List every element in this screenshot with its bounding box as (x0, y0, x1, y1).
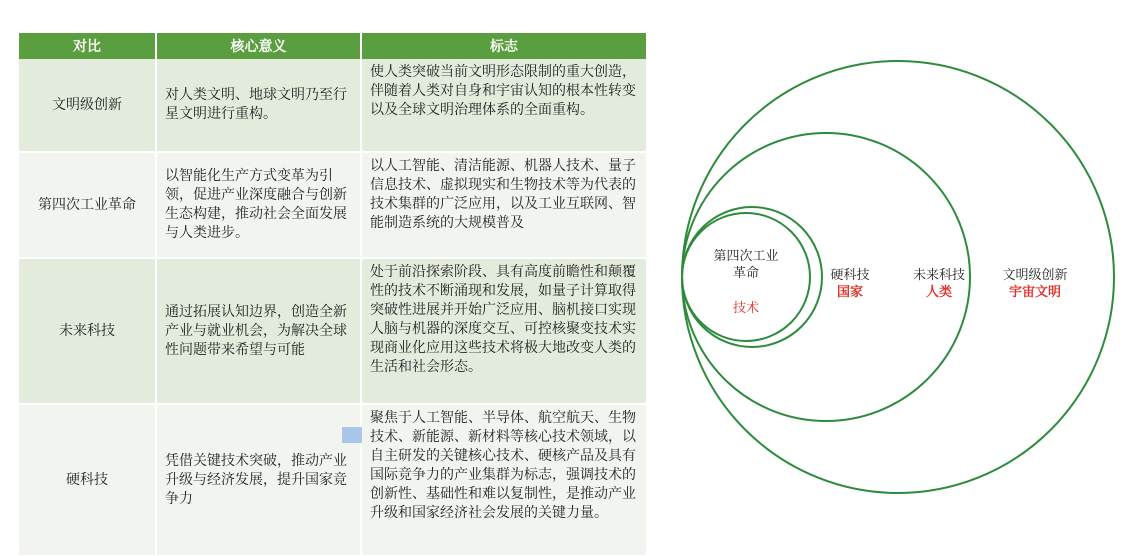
label-title: 文明级创新 (1002, 268, 1068, 283)
header-sign: 标志 (361, 33, 646, 59)
row-sign: 以人工智能、清洁能源、机器人技术、量子信息技术、虚拟现实和生物技术等为代表的技术集群的广泛应用，以及工业互联网、智能制造系统的大规模普及 (361, 152, 646, 258)
row-sign: 处于前沿探索阶段、具有高度前瞻性和颠覆性的技术不断涌现和发展，如量子计算取得突破性进展并开始广泛应用、脑机接口实现人脑与机器的深度交互、可控核聚变技术实现商业化应用这些技术将极大地改变人类的生活和社会形态。 (361, 258, 646, 404)
label-title-line2: 革命 (732, 266, 759, 281)
row-name: 硬科技 (19, 404, 156, 556)
label-fourth-industrial-revolution (706, 248, 786, 317)
label-future-tech (904, 267, 974, 301)
label-sub: 技术 (732, 301, 759, 316)
label-title: 未来科技 (912, 268, 965, 283)
row-name: 第四次工业革命 (19, 152, 156, 258)
label-hard-tech (822, 267, 878, 301)
row-meaning: 以智能化生产方式变革为引领，促进产业深度融合与创新生态构建，推动社会全面发展与人类进步。 (156, 152, 361, 258)
row-sign: 聚焦于人工智能、半导体、航空航天、生物技术、新能源、新材料等核心技术领域，以自主研发的关键核心技术、硬核产品及具有国际竞争力的产业集群为标志，强调技术的创新性、基础性和难以复制性，是推动产业升级和国家经济社会发展的关键力量。 (361, 404, 646, 556)
header-compare: 对比 (19, 33, 156, 59)
row-meaning: 通过拓展认知边界，创造全新产业与就业机会，为解决全球性问题带来希望与可能 (156, 258, 361, 404)
row-meaning: 凭借关键技术突破，推动产业升级与经济发展，提升国家竞争力 (156, 404, 361, 556)
label-sub: 宇宙文明 (1008, 285, 1061, 300)
row-name: 文明级创新 (19, 59, 156, 152)
label-sub: 人类 (925, 285, 952, 300)
label-title-line1: 第四次工业 (713, 249, 779, 264)
row-meaning: 对人类文明、地球文明乃至行星文明进行重构。 (156, 59, 361, 152)
row-sign: 使人类突破当前文明形态限制的重大创造，伴随着人类对自身和宇宙认知的根本性转变以及全球文明治理体系的全面重构。 (361, 59, 646, 152)
label-title: 硬科技 (830, 268, 870, 283)
row-name: 未来科技 (19, 258, 156, 404)
label-civilization-innovation (996, 267, 1074, 301)
label-sub: 国家 (836, 285, 863, 300)
header-core-meaning: 核心意义 (156, 33, 361, 59)
